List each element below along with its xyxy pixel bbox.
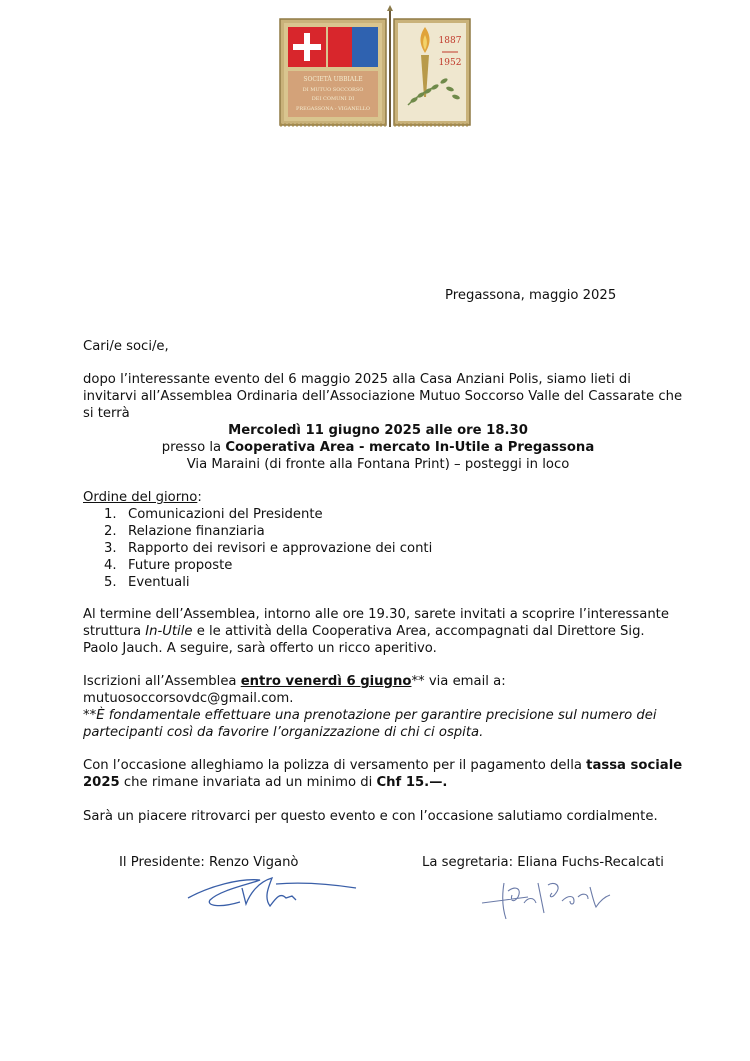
agenda-item (104, 557, 432, 574)
agenda-item-text: Rapporto dei revisori e approvazione dei conti (128, 541, 433, 556)
registration-paragraph (83, 673, 683, 707)
banner-year-2: 1952 (438, 58, 462, 68)
event-datetime: Mercoledì 11 giugno 2025 alle ore 18.30 (228, 423, 528, 438)
registration-prefix: Iscrizioni all’Assemblea (83, 674, 241, 689)
in-utile-name: In-Utile (145, 624, 193, 639)
agenda-item-number: 1. (104, 507, 117, 522)
agenda-item (104, 540, 432, 557)
agenda-title-text: Ordine del giorno (83, 490, 198, 505)
registration-email[interactable]: via email a: mutuosoccorsovdc@gmail.com. (83, 674, 506, 706)
banner-inscription-4: PREGASSONA - VIGANELLO (295, 106, 371, 112)
event-location-name: Cooperativa Area - mercato In-Utile a Pregassona (225, 440, 595, 455)
closing-paragraph: Sarà un piacere ritrovarci per questo evento e con l’occasione salutiamo cordialmente. (83, 809, 658, 824)
agenda-item-number: 5. (104, 575, 117, 590)
event-address: Via Maraini (di fronte alla Fontana Print) – posteggi in loco (186, 457, 570, 472)
agenda-item-number: 4. (104, 558, 117, 573)
agenda-item-text: Eventuali (128, 575, 190, 590)
agenda-item-text: Relazione finanziaria (128, 524, 265, 539)
banner-inscription-2: DI MUTUO SOCCORSO (302, 87, 364, 93)
banner-year-1: 1887 (438, 36, 462, 46)
president-signature-image (180, 868, 360, 912)
after-text-1: Al termine dell’Assemblea, intorno alle ore 19.30, sarete invitati a scoprire l’interessante struttura (83, 607, 669, 639)
agenda-item-number: 2. (104, 524, 117, 539)
banner-inscription-1: SOCIETÀ UBBIALE (303, 76, 363, 83)
after-text-2: e le attività della Cooperativa Area, accompagnati dal Direttore Sig. Paolo Jauch. A seguire, sarà offerto un ricco aperitivo. (83, 624, 645, 656)
quota-fee-name: tassa sociale 2025 (83, 758, 683, 790)
event-location (83, 439, 673, 456)
secretary-signature-label: La segretaria: Eliana Fuchs-Recalcati (422, 855, 664, 870)
quota-fee-amount: Chf 15.—. (376, 775, 448, 790)
quota-text-2: che rimane invariata ad un minimo di (119, 775, 377, 790)
membership-fee-paragraph (83, 757, 683, 791)
banner-inscription-3: DEI COMUNI DI (311, 96, 355, 102)
agenda-title-colon: : (197, 490, 202, 505)
agenda-title (83, 489, 683, 506)
reservation-note: **È fondamentale effettuare una prenotazione per garantire precisione sul numero dei partecipanti così da favorire l’organizzazione di chi ci ospita. (83, 708, 657, 740)
society-banner-logo (278, 5, 472, 130)
date-line: Pregassona, maggio 2025 (445, 288, 617, 303)
after-assembly-paragraph (83, 606, 683, 657)
greeting: Cari/e soci/e, (83, 339, 169, 354)
president-signature-label: Il Presidente: Renzo Viganò (119, 855, 299, 870)
event-location-prefix: presso la (161, 440, 226, 455)
registration-footnote-mark: ** (411, 674, 425, 689)
agenda-item-text: Comunicazioni del Presidente (128, 507, 323, 522)
agenda-item (104, 523, 432, 540)
quota-text-1: Con l’occasione alleghiamo la polizza di versamento per il pagamento della (83, 758, 587, 773)
agenda-item (104, 574, 432, 591)
secretary-signature-image (478, 873, 616, 923)
intro-paragraph: dopo l’interessante evento del 6 maggio 2025 alla Casa Anziani Polis, siamo lieti di invitarvi all’Assemblea Ordinaria dell’Associazione Mutuo Soccorso Valle del Cassarate che si terrà (83, 372, 683, 421)
agenda-list (104, 506, 432, 591)
agenda-item (104, 506, 432, 523)
registration-deadline: entro venerdì 6 giugno (240, 674, 412, 689)
agenda-item-text: Future proposte (128, 558, 233, 573)
agenda-item-number: 3. (104, 541, 117, 556)
